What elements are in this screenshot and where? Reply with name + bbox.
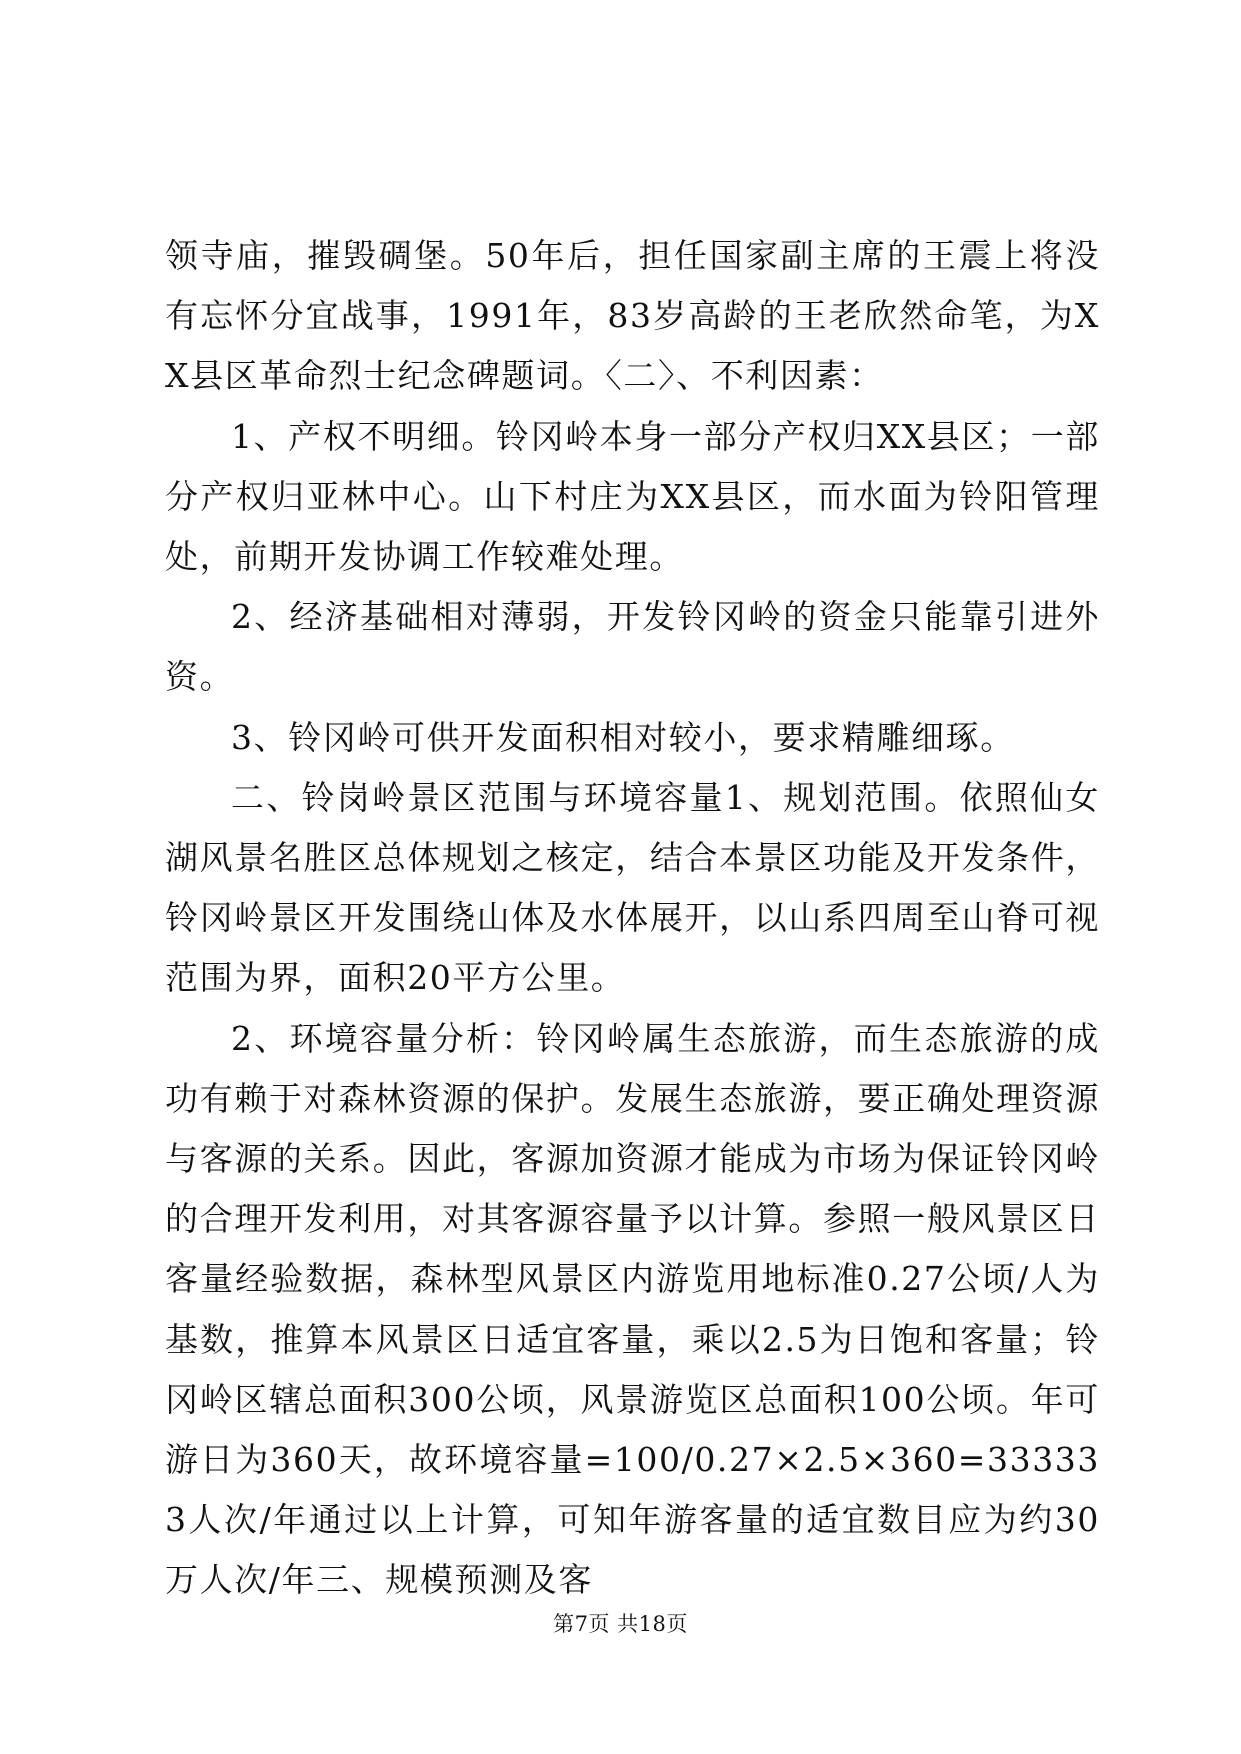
page-number-footer: 第7页 共18页 [553,1612,688,1636]
paragraph: 2、经济基础相对薄弱，开发铃冈岭的资金只能靠引进外资。 [165,597,1100,697]
paragraph: 领寺庙，摧毁碉堡。50年后，担任国家副主席的王震上将没有忘怀分宜战事，1991年，83岁高龄的王老欣然命笔，为XX县区革命烈士纪念碑题词。〈二〉、不利因素： [165,236,1100,396]
paragraph: 二、铃岗岭景区范围与环境容量1、规划范围。依照仙女湖风景名胜区总体规划之核定，结合本景区功能及开发条件，铃冈岭景区开发围绕山体及水体展开，以山系四周至山脊可视范围为界，面积20平方公里。 [165,777,1100,998]
paragraph: 2、环境容量分析：铃冈岭属生态旅游，而生态旅游的成功有赖于对森林资源的保护。发展生态旅游，要正确处理资源与客源的关系。因此，客源加资源才能成为市场为保证铃冈岭的合理开发利用，对其客源容量予以计算。参照一般风景区日客量经验数据，森林型风景区内游览用地标准0.27公顷/人为基数，推算本风景区日适宜客量，乘以2.5为日饱和客量；铃冈岭区辖总面积300公顷，风景游览区总面积100公顷。年可游日为360天，故环境容量=100/0.27×2.5×360=333333人次/年通过以上计算，可知年游客量的适宜数目应为约30万人次/年三、规模预测及客 [165,1018,1100,1600]
paragraph: 1、产权不明细。铃冈岭本身一部分产权归XX县区；一部分产权归亚林中心。山下村庄为XX县区，而水面为铃阳管理处，前期开发协调工作较难处理。 [165,416,1100,577]
paragraph: 3、铃冈岭可供开发面积相对较小，要求精雕细琢。 [231,717,1015,757]
document-body [165,226,1100,1611]
